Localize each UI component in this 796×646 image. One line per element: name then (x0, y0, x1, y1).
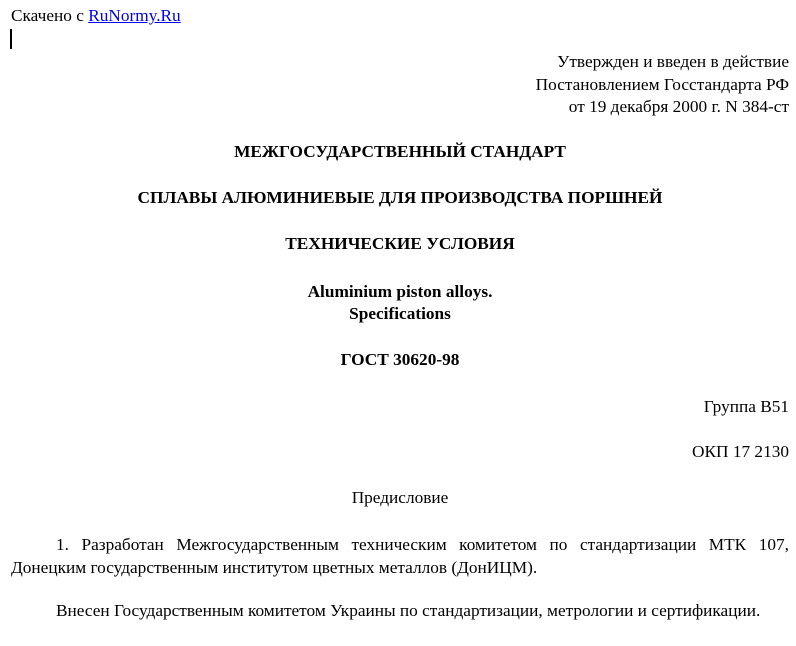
approval-block (536, 51, 789, 119)
approval-line-2: Постановлением Госстандарта РФ (535, 74, 789, 94)
english-title-line-2: Specifications (349, 304, 451, 323)
runormy-link[interactable]: RuNormy.Ru (88, 6, 181, 25)
preface-paragraph-2: Внесен Государственным комитетом Украины по стандартизации, метрологии и сертификации. (56, 601, 761, 620)
english-title-line-1: Aluminium piston alloys. (307, 282, 493, 301)
standard-name-title: СПЛАВЫ АЛЮМИНИЕВЫЕ ДЛЯ ПРОИЗВОДСТВА ПОРШНЕЙ (137, 188, 663, 207)
approval-line-3: от 19 декабря 2000 г. N 384-ст (568, 97, 789, 116)
okp-code: ОКП 17 2130 (692, 442, 789, 461)
approval-line-1: Утвержден и введен в действие (557, 52, 789, 71)
source-prefix: Скачено с (11, 6, 89, 25)
text-cursor (10, 29, 12, 49)
technical-conditions-title: ТЕХНИЧЕСКИЕ УСЛОВИЯ (285, 234, 515, 253)
interstate-standard-title: МЕЖГОСУДАРСТВЕННЫЙ СТАНДАРТ (234, 142, 566, 161)
gost-number: ГОСТ 30620-98 (340, 350, 460, 369)
source-line (11, 5, 181, 27)
group-code: Группа В51 (703, 397, 789, 416)
preface-paragraph-1: 1. Разработан Межгосударственным техническим комитетом по стандартизации МТК 107, Донецким государственным институтом цветных металлов (ДонИЦМ). (11, 535, 789, 577)
preface-heading: Предисловие (351, 488, 449, 507)
